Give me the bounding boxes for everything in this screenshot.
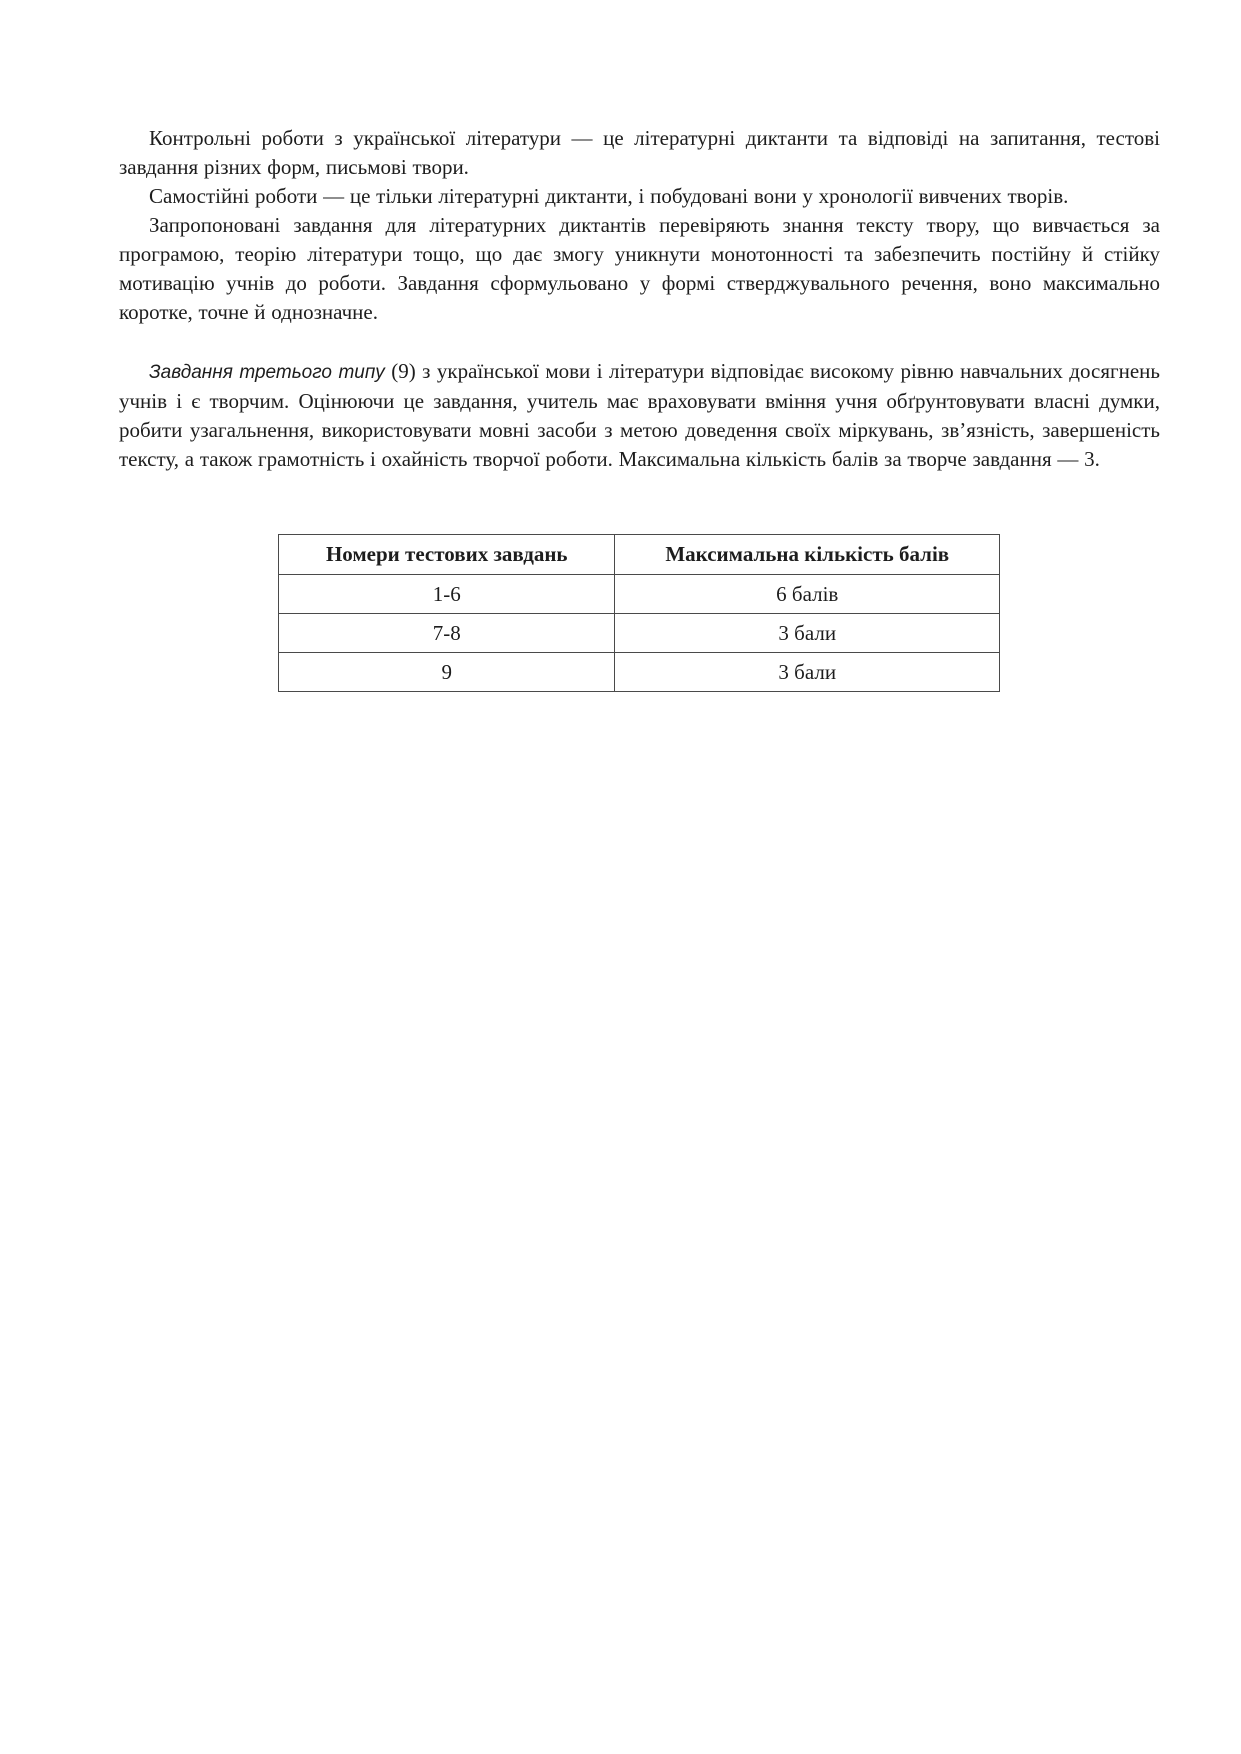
- paragraph-dictation-tasks: Запропоновані завдання для літературних диктантів перевіряють знання тексту твору, що вивчається за програмою, теорію літератури тощо, що дає змогу уникнути монотонності та забезпечить постійну й стійку мотивацію учнів до роботи. Завдання сформульовано у формі стверджувального речення, воно максимально коротке, точне й однозначне.: [119, 213, 1160, 324]
- third-type-lead: Завдання третього типу: [149, 362, 385, 383]
- document-body: [119, 124, 1160, 474]
- third-type-text: (9) з української мови і літератури відповідає високому рівню навчальних досягнень учнів і є творчим. Оцінюючи це завдання, учитель має враховувати вміння учня обґрунтовувати власні думки, робити узагальнення, використовувати мовні засоби з метою доведення своїх міркувань, зв’язність, завершеність тексту, а також грамотність і охайність творчої роботи. Максимальна кількість балів за творче завдання — 3.: [119, 359, 1160, 471]
- cell-task-numbers: 9: [279, 653, 615, 692]
- score-table: [278, 534, 1000, 692]
- table-header-row: [279, 535, 1000, 575]
- table-row: [279, 653, 1000, 692]
- cell-max-points: 3 бали: [615, 614, 1000, 653]
- cell-task-numbers: 7-8: [279, 614, 615, 653]
- paragraph-gap: [119, 327, 1160, 357]
- paragraph-independent-works: Самостійні роботи — це тільки літературні диктанти, і побудовані вони у хронології вивчених творів.: [149, 184, 1069, 208]
- table-row: [279, 614, 1000, 653]
- cell-task-numbers: 1-6: [279, 575, 615, 614]
- score-table-wrapper: [278, 534, 1000, 692]
- paragraph-third-type-task: [119, 357, 1160, 474]
- header-max-points: Максимальна кількість балів: [615, 535, 1000, 575]
- cell-max-points: 6 балів: [615, 575, 1000, 614]
- table-row: [279, 575, 1000, 614]
- header-task-numbers: Номери тестових завдань: [279, 535, 615, 575]
- paragraph-control-works: Контрольні роботи з української літератури — це літературні диктанти та відповіді на запитання, тестові завдання різних форм, письмові твори.: [119, 126, 1160, 179]
- cell-max-points: 3 бали: [615, 653, 1000, 692]
